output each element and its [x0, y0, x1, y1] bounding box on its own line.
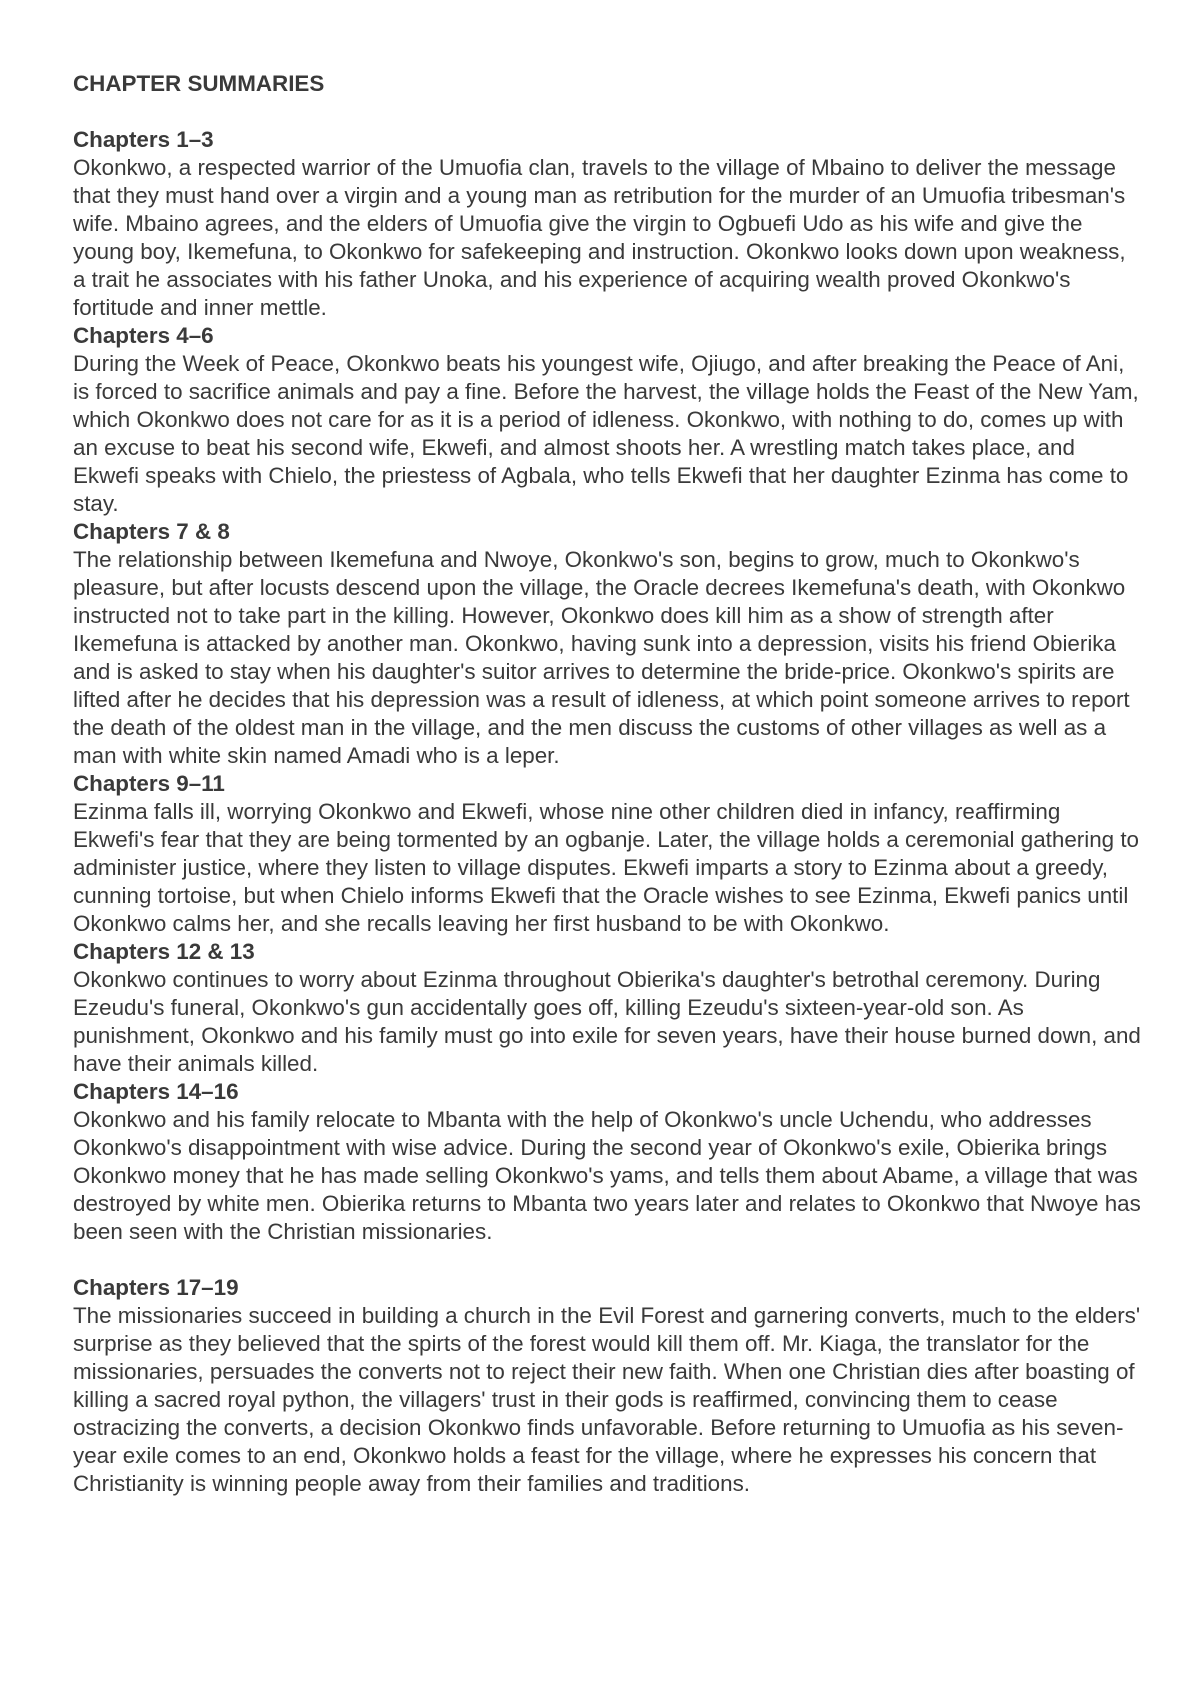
- section-body: Okonkwo, a respected warrior of the Umuofia clan, travels to the village of Mbaino to deliver the message that they must hand over a virgin and a young man as retribution for the murder of an Umuofia tribesman's wife. Mbaino agrees, and the elders of Umuofia give the virgin to Ogbuefi Udo as his wife and give the young boy, Ikemefuna, to Okonkwo for safekeeping and instruction. Okonkwo looks down upon weakness, a trait he associates with his father Unoka, and his experience of acquiring wealth proved Okonkwo's fortitude and inner mettle.: [73, 155, 1126, 320]
- section-heading: Chapters 14–16: [73, 1079, 239, 1104]
- section-heading: Chapters 9–11: [73, 771, 225, 796]
- section-chapters-9-11: [73, 770, 1143, 938]
- section-body: Okonkwo continues to worry about Ezinma throughout Obierika's daughter's betrothal ceremony. During Ezeudu's funeral, Okonkwo's gun accidentally goes off, killing Ezeudu's sixteen-year-old son. As punishment, Okonkwo and his family must go into exile for seven years, have their house burned down, and have their animals killed.: [73, 967, 1141, 1076]
- section-chapters-1-3: [73, 126, 1143, 322]
- section-heading: Chapters 1–3: [73, 127, 214, 152]
- section-chapters-7-8: [73, 518, 1143, 770]
- section-body: Okonkwo and his family relocate to Mbanta with the help of Okonkwo's uncle Uchendu, who addresses Okonkwo's disappointment with wise advice. During the second year of Okonkwo's exile, Obierika brings Okonkwo money that he has made selling Okonkwo's yams, and tells them about Abame, a village that was destroyed by white men. Obierika returns to Mbanta two years later and relates to Okonkwo that Nwoye has been seen with the Christian missionaries.: [73, 1107, 1141, 1244]
- section-chapters-12-13: [73, 938, 1143, 1078]
- document-page: [73, 70, 1143, 1498]
- section-heading: Chapters 12 & 13: [73, 939, 255, 964]
- section-heading: Chapters 17–19: [73, 1275, 239, 1300]
- section-chapters-4-6: [73, 322, 1143, 518]
- section-body: The missionaries succeed in building a church in the Evil Forest and garnering converts, much to the elders' surprise as they believed that the spirts of the forest would kill them off. Mr. Kiaga, the translator for the missionaries, persuades the converts not to reject their new faith. When one Christian dies after boasting of killing a sacred royal python, the villagers' trust in their gods is reaffirmed, convincing them to cease ostracizing the converts, a decision Okonkwo finds unfavorable. Before returning to Umuofia as his seven-year exile comes to an end, Okonkwo holds a feast for the village, where he expresses his concern that Christianity is winning people away from their families and traditions.: [73, 1303, 1141, 1496]
- section-heading: Chapters 4–6: [73, 323, 214, 348]
- section-chapters-14-16: [73, 1078, 1143, 1246]
- document-title: CHAPTER SUMMARIES: [73, 71, 325, 96]
- section-chapters-17-19: [73, 1274, 1143, 1498]
- section-body: The relationship between Ikemefuna and Nwoye, Okonkwo's son, begins to grow, much to Okonkwo's pleasure, but after locusts descend upon the village, the Oracle decrees Ikemefuna's death, with Okonkwo instructed not to take part in the killing. However, Okonkwo does kill him as a show of strength after Ikemefuna is attacked by another man. Okonkwo, having sunk into a depression, visits his friend Obierika and is asked to stay when his daughter's suitor arrives to determine the bride-price. Okonkwo's spirits are lifted after he decides that his depression was a result of idleness, at which point someone arrives to report the death of the oldest man in the village, and the men discuss the customs of other villages as well as a man with white skin named Amadi who is a leper.: [73, 547, 1130, 768]
- section-body: Ezinma falls ill, worrying Okonkwo and Ekwefi, whose nine other children died in infancy, reaffirming Ekwefi's fear that they are being tormented by an ogbanje. Later, the village holds a ceremonial gathering to administer justice, where they listen to village disputes. Ekwefi imparts a story to Ezinma about a greedy, cunning tortoise, but when Chielo informs Ekwefi that the Oracle wishes to see Ezinma, Ekwefi panics until Okonkwo calms her, and she recalls leaving her first husband to be with Okonkwo.: [73, 799, 1140, 936]
- section-body: During the Week of Peace, Okonkwo beats his youngest wife, Ojiugo, and after breaking the Peace of Ani, is forced to sacrifice animals and pay a fine. Before the harvest, the village holds the Feast of the New Yam, which Okonkwo does not care for as it is a period of idleness. Okonkwo, with nothing to do, comes up with an excuse to beat his second wife, Ekwefi, and almost shoots her. A wrestling match takes place, and Ekwefi speaks with Chielo, the priestess of Agbala, who tells Ekwefi that her daughter Ezinma has come to stay.: [73, 351, 1139, 516]
- section-heading: Chapters 7 & 8: [73, 519, 230, 544]
